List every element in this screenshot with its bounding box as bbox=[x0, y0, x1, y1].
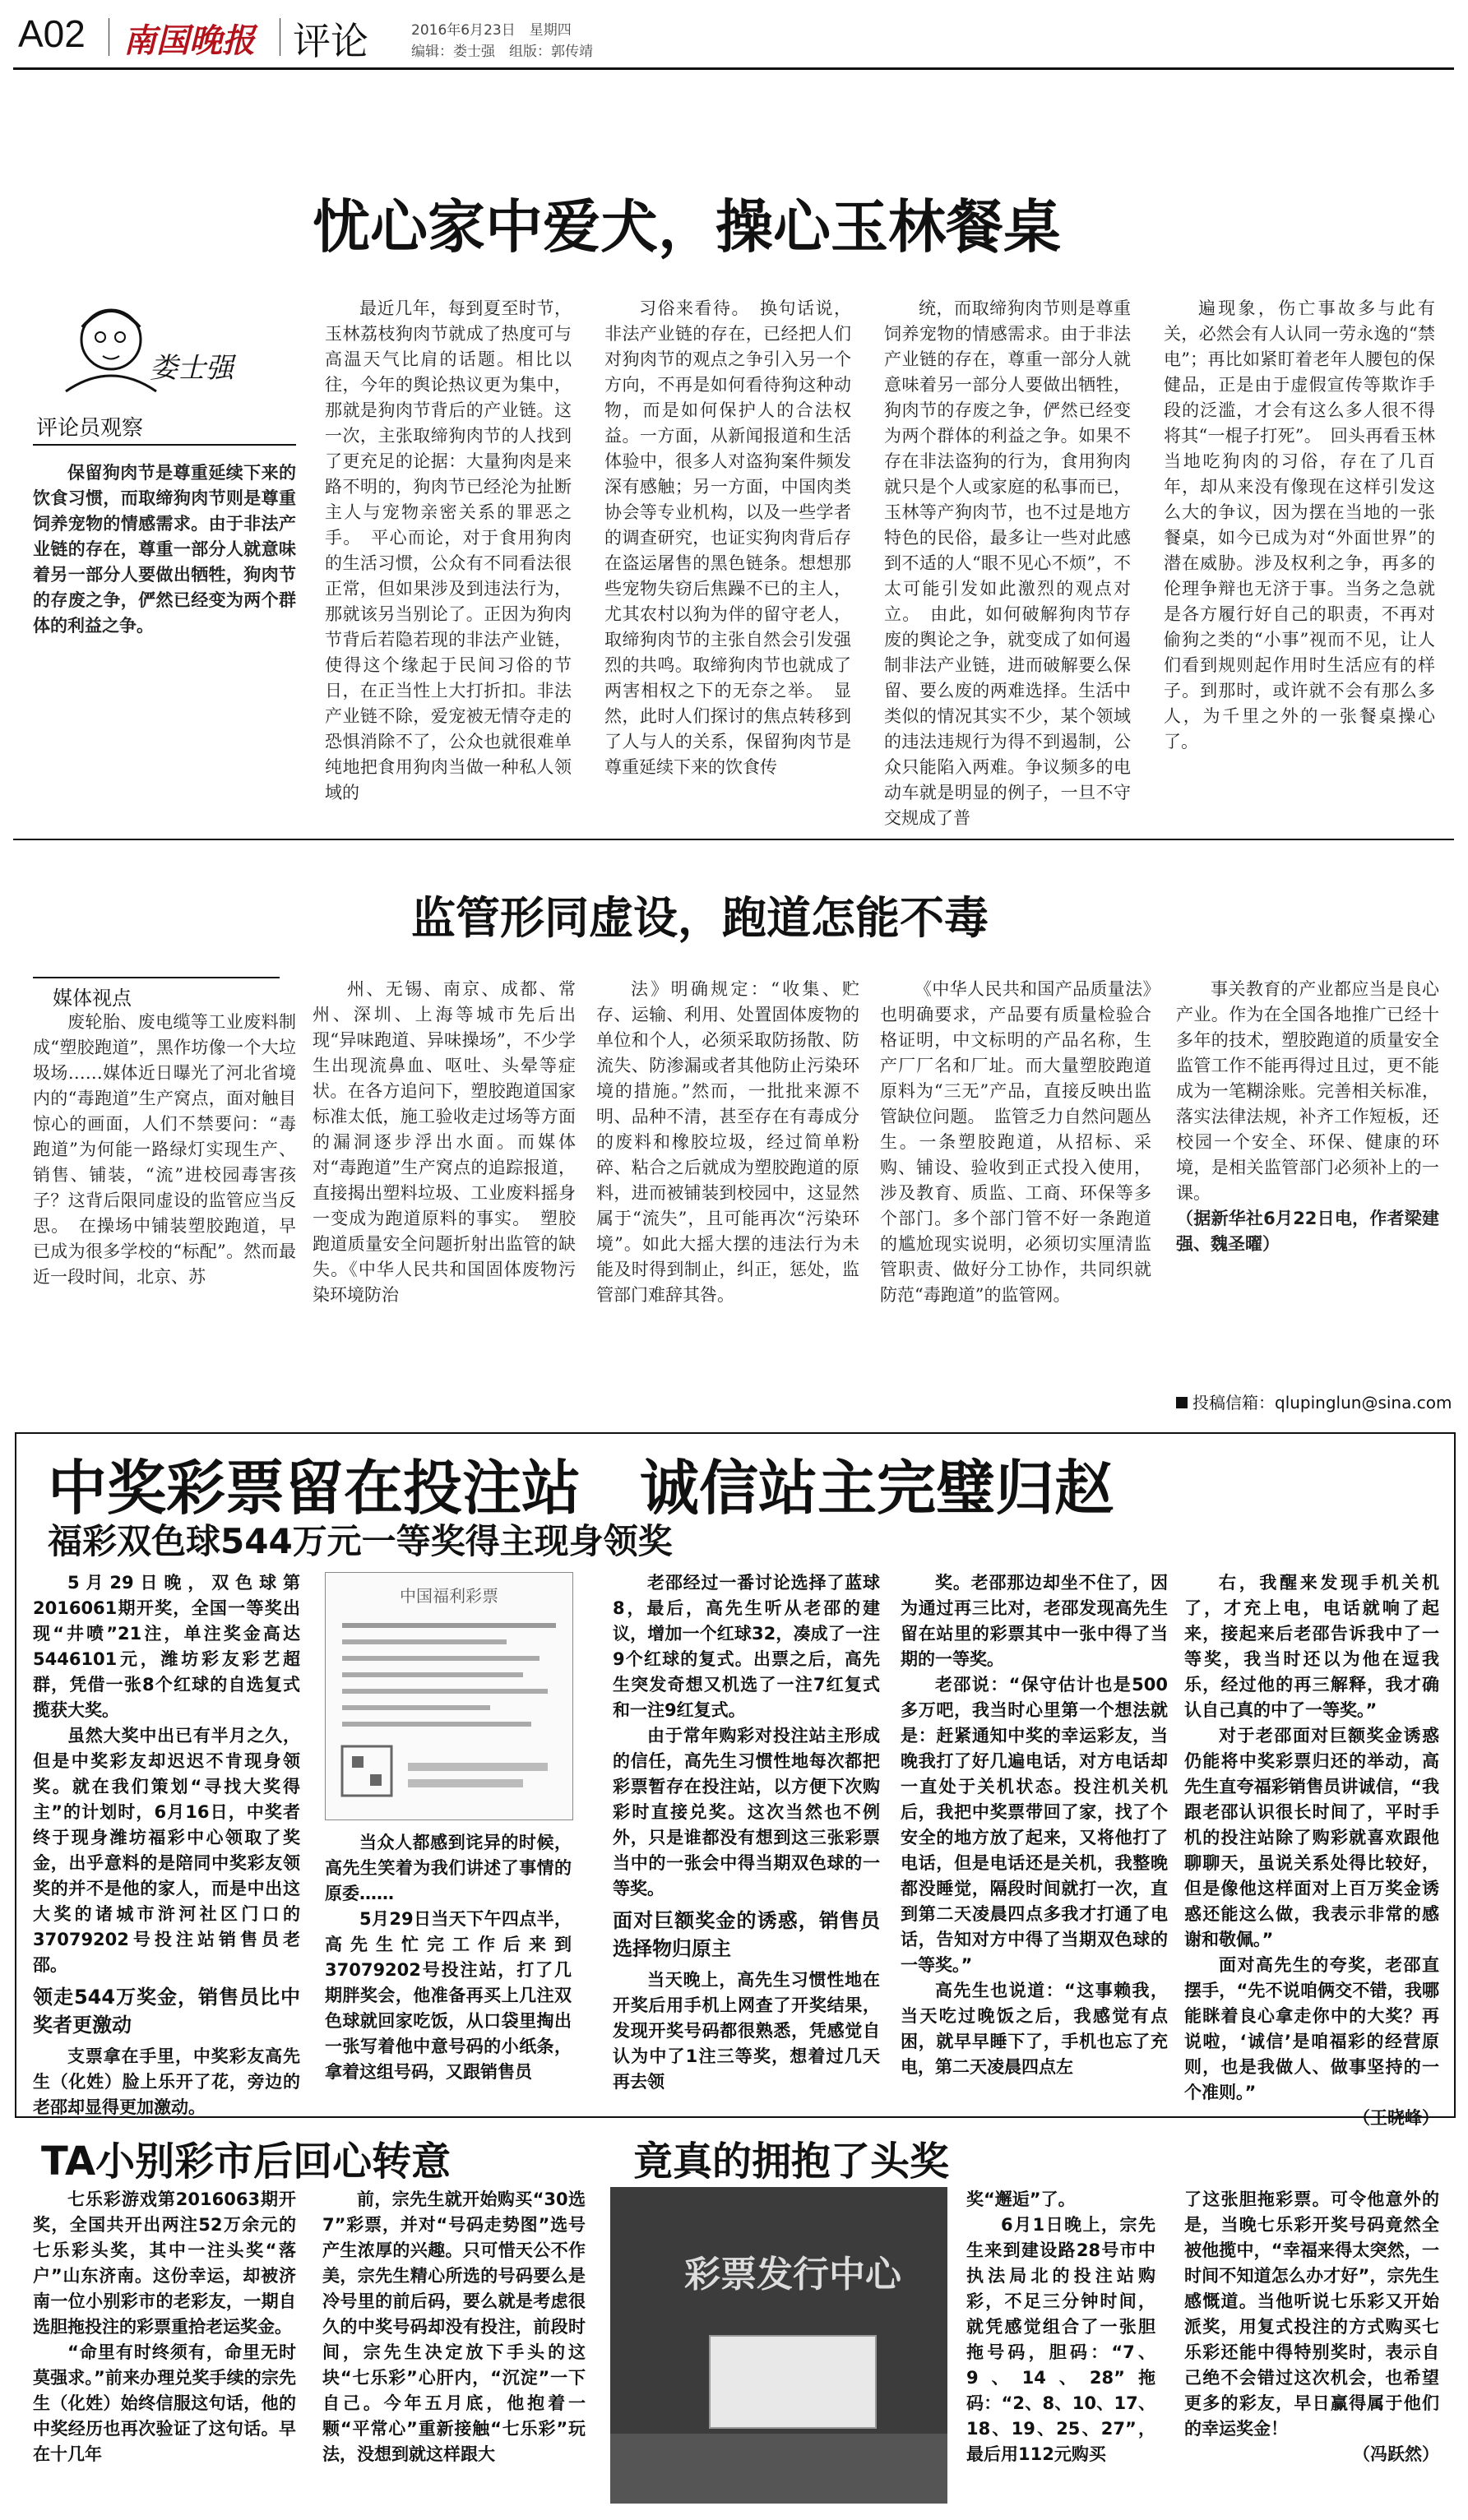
author-role: 评论员观察 bbox=[36, 416, 144, 441]
article2-column-5: 事关教育的产业都应当是良心产业。作为在全国各地推广已经十多年的技术，塑胶跑道的质量安全监管工作不能再得过且过，更不能成为一笔糊涂账。完善相关标准，落实法律法规，补齐工作短板，还校园一个安全、环保、健康的环境，是相关监管部门必须补上的一课。 （据新华社6月22日电，作者梁建强、魏圣曜） bbox=[1176, 979, 1439, 1254]
article1-title: 忧心家中爱犬，操心玉林餐桌 bbox=[313, 193, 1061, 261]
email-icon bbox=[1176, 1397, 1188, 1408]
article1-column-1: 最近几年，每到夏至时节，玉林荔枝狗肉节就成了热度可与高温天气比肩的话题。相比以往，今年的舆论热议更为集中，那就是狗肉节背后的产业链。这一次，主张取缔狗肉节的人找到了更充足的论据：大量狗肉是来路不明的，狗肉节已经沦为扯断主人与宠物亲密关系的罪恶之手。 平心而论，对于食用狗肉的生活习惯，公众有不同看法很正常，但如果涉及到违法行为，那就该另当别论了。正因为狗肉节背后若隐若现的非法产业链，使得这个缘起于民间习俗的节日，在正当性上大打折扣。非法产业链不除，爱宠被无情夺走的恐惧消除不了，公众也就很难单纯地把食用狗肉当做一种私人领域的 bbox=[325, 298, 572, 802]
issue-date: 2016年6月23日 星期四 bbox=[411, 22, 572, 39]
lottery2-column-3: 奖“邂逅”了。 6月1日晚上，宗先生来到建设路28号市中执法局北的投注站购彩，不足三分钟时间，就凭感觉组合了一张胆拖号码，胆码：“7、9、14、28”拖码：“2、8、10、17、18、19、25、27”，最后用112元购买 bbox=[966, 2189, 1155, 2464]
author-signature: 娄士强 bbox=[150, 352, 234, 385]
page-number: A02 bbox=[18, 12, 86, 55]
newspaper-logo: 南国晚报 bbox=[123, 21, 255, 60]
lottery1-column-1: 5月29日晚，双色球第2016061期开奖，全国一等奖出现“井喷”21注，单注奖金高达5446101元，潍坊彩友彩艺超群，凭借一张8个红球的自选复式揽获大奖。 虽然大奖中出已有半月之久，但是中奖彩友却迟迟不肯现身领奖。就在我们策划“寻找大奖得主”的计划时，6月16日，中奖者终于现身潍坊福彩中心领取了奖金，出乎意料的是陪同中奖彩友领奖的并不是他的家人，而是中出这大奖的诸城市浒河社区门口的37079202号投注站销售员老邵。 领走544万奖金，销售员比中奖者更激动 支票拿在手里，中奖彩友高先生（化姓）脸上乐开了花，旁边的老邵却显得更加激动。 bbox=[33, 1573, 300, 2117]
article2-title: 监管形同虚设，跑道怎能不毒 bbox=[411, 892, 989, 944]
editor-credits: 编辑：娄士强 组版：郭传靖 bbox=[411, 44, 593, 60]
contact-email[interactable]: 投稿信箱：qlupinglun@sina.com bbox=[1176, 1389, 1452, 1413]
lottery2-column-4: 了这张胆拖彩票。可令他意外的是，当晚七乐彩开奖号码竟然全被他揽中，“幸福来得太突然，一时间不知道怎么办才好”，宗先生感慨道。当他听说七乐彩又开始派奖，用复式投注的方式购买七乐彩还能中得特别奖时，表示自己绝不会错过这次机会，也希望更多的彩友，早日赢得属于他们的幸运奖金！ （冯跃然） bbox=[1184, 2189, 1439, 2464]
lottery1-headline: 中奖彩票留在投注站 诚信站主完璧归赵 bbox=[48, 1454, 1114, 1523]
article1-summary: 保留狗肉节是尊重延续下来的饮食习惯，而取缔狗肉节则是尊重饲养宠物的情感需求。由于非法产业链的存在，尊重一部分人就意味着另一部分人要做出牺牲，狗肉节的存废之争，俨然已经变为两个群体的利益之争。 bbox=[33, 463, 296, 636]
article2-column-2: 州、无锡、南京、成都、常州、深圳、上海等城市先后出现“异味跑道、异味操场”，不少学生出现流鼻血、呕吐、头晕等症状。在各方追问下，塑胶跑道国家标准太低，施工验收走过场等方面的漏洞逐步浮出水面。而媒体对“毒跑道”生产窝点的追踪报道，直接揭出塑料垃圾、工业废料摇身一变成为跑道原料的事实。 塑胶跑道质量安全问题折射出监管的缺失。《中华人民共和国固体废物污染环境防治 bbox=[313, 979, 576, 1305]
article1-column-3: 统，而取缔狗肉节则是尊重饲养宠物的情感需求。由于非法产业链的存在，尊重一部分人就意味着另一部分人要做出牺牲，狗肉节的存废之争，俨然已经变为两个群体的利益之争。如果不存在非法盗狗的行为，食用狗肉就只是个人或家庭的私事而已，玉林等产狗肉节，也不过是地方特色的民俗，最多让一些对此感到不适的人“眼不见心不烦”，不太可能引发如此激烈的观点对立。 由此，如何破解狗肉节存废的舆论之争，就变成了如何遏制非法产业链，进而破解要么保留、要么废的两难选择。生活中类似的情况其实不少，某个领域的违法违规行为得不到遏制，公众只能陷入两难。争议频多的电动车就是明显的例子，一旦不守交规成了普 bbox=[884, 298, 1131, 828]
lottery1-column-5: 右，我醒来发现手机关机了，才充上电，电话就响了起来，接起来后老邵告诉我中了一等奖，我当时还以为他在逗我乐，经过他的再三解释，我才确认自己真的中了一等奖。” 对于老邵面对巨额奖金诱惑仍能将中奖彩票归还的举动，高先生直夸福彩销售员讲诚信，“我跟老邵认识很长时间了，平时手机的投注站除了购彩就喜欢跟他聊聊天，虽说关系处得比较好，但是像他这样面对上百万奖金诱惑还能这么做，我表示非常的感谢和敬佩。” 面对高先生的夸奖，老邵直摆手，“先不说咱俩交不错，我哪能眯着良心拿走你中的大奖？再说啦，‘诚信’是咱福彩的经营原则，也是我做人、做事坚持的一个准则。” （王晓峰） bbox=[1184, 1573, 1439, 2128]
section-name: 评论 bbox=[293, 19, 368, 63]
lottery2-column-1: 七乐彩游戏第2016063期开奖，全国共开出两注52万余元的七乐彩头奖，其中一注头奖“落户”山东济南。这份幸运，却被济南一位小别彩市的老彩友，一期自选胆拖投注的彩票重拾老运奖金。 “命里有时终须有，命里无时莫强求。”前来办理兑奖手续的宗先生（化姓）始终信服这句话，他的中奖经历也再次验证了这句话。早在十几年 bbox=[33, 2189, 296, 2464]
lottery2-headline-left: TA小别彩市后回心转意 bbox=[41, 2139, 452, 2185]
article2-column-1: 废轮胎、废电缆等工业废料制成“塑胶跑道”，黑作坊像一个大垃圾场……媒体近日曝光了河北省境内的“毒跑道”生产窝点，面对触目惊心的画面，人们不禁要问：“毒跑道”为何能一路绿灯实现生产、销售、铺装，“流”进校园毒害孩子？这背后限同虚设的监管应当反思。 在操场中铺装塑胶跑道，早已成为很多学校的“标配”。然而最近一段时间，北京、苏 bbox=[33, 1012, 296, 1287]
article2-column-3: 法》明确规定：“收集、贮存、运输、利用、处置固体废物的单位和个人，必须采取防扬散、防流失、防渗漏或者其他防止污染环境的措施。”然而，一批批来源不明、品种不清，甚至存在有毒成分的废料和橡胶垃圾，经过简单粉碎、粘合之后就成为塑胶跑道的原料，进而被铺装到校园中，这显然属于“流失”，且可能再次“污染环境”。如此大摇大摆的违法行为未能及时得到制止，纠正，惩处，监管部门难辞其咎。 bbox=[596, 979, 859, 1305]
barcode-icon bbox=[326, 1607, 572, 1820]
award-photo bbox=[610, 2187, 947, 2504]
lottery1-subhead: 福彩双色球544万元一等奖得主现身领奖 bbox=[48, 1521, 673, 1561]
lottery-ticket-image bbox=[325, 1572, 573, 1820]
ticket-title: 中国福利彩票 bbox=[400, 1586, 498, 1606]
lottery1-column-4: 奖。老邵那边却坐不住了，因为通过再三比对，老邵发现高先生留在站里的彩票其中一张中得了当期的一等奖。 老邵说：“保守估计也是500多万吧，我当时心里第一个想法就是：赶紧通知中奖的幸运彩友，当晚我打了好几遍电话，对方电话却一直处于关机状态。投注机关机后，我把中奖票带回了家，找了个安全的地方放了起来，又将他打了电话，但是电话还是关机，我整晚都没睡觉，隔段时间就打一次，直到第二天凌晨四点多我才打通了电话，告知对方中得了当期双色球的一等奖。” 高先生也说道：“这事赖我，当天吃过晚饭之后，我感觉有点困，就早早睡下了，手机也忘了充电，第二天凌晨四点左 bbox=[901, 1573, 1168, 2077]
article2-column-4: 《中华人民共和国产品质量法》也明确要求，产品要有质量检验合格证明，中文标明的产品名称，生产厂厂名和厂址。而大量塑胶跑道原料为“三无”产品，直接反映出监管缺位问题。 监管乏力自然问题丛生。一条塑胶跑道，从招标、采购、铺设、验收到正式投入使用，涉及教育、质监、工商、环保等多个部门。多个部门管不好一条跑道的尴尬现实说明，必须切实厘清监管职责、做好分工协作，共同织就防范“毒跑道”的监管网。 bbox=[880, 979, 1151, 1305]
lottery2-headline-right: 竟真的拥抱了头奖 bbox=[633, 2139, 950, 2185]
article1-column-2: 习俗来看待。 换句话说，非法产业链的存在，已经把人们对狗肉节的观点之争引入另一个方向，不再是如何看待狗这种动物，而是如何保护人的合法权益。一方面，从新闻报道和生活体验中，很多人对盗狗案件频发深有感触；另一方面，中国肉类协会等专业机构，以及一些学者的调查研究，也证实狗肉背后存在盗运屠售的黑色链条。想想那些宠物失窃后焦躁不已的主人，尤其农村以狗为伴的留守老人，取缔狗肉节的主张自然会引发强烈的共鸣。取缔狗肉节也就成了两害相权之下的无奈之举。 显然，此时人们探讨的焦点转移到了人与人的关系，保留狗肉节是尊重延续下来的饮食传 bbox=[604, 298, 851, 777]
lottery1-column-3: 老邵经过一番讨论选择了蓝球8，最后，高先生听从老邵的建议，增加一个红球32，凑成了一注9个红球的复式。出票之后，高先生突发奇想又机选了一注7红复式和一注9红复式。 由于常年购彩对投注站主形成的信任，高先生习惯性地每次都把彩票暂存在投注站，以方便下次购彩时直接兑奖。这次当然也不例外，只是谁都没有想到这三张彩票当中的一张会中得当期双色球的一等奖。 面对巨额奖金的诱惑，销售员选择物归原主 当天晚上，高先生习惯性地在开奖后用手机上网查了开奖结果，发现开奖号码都很熟悉，凭感觉自认为中了1注三等奖，想着过几天再去领 bbox=[613, 1573, 880, 2092]
media-viewpoint-tag: 媒体视点 bbox=[53, 987, 132, 1010]
article1-column-4: 遍现象，伤亡事故多与此有关，必然会有人认同一劳永逸的“禁电”；再比如紧盯着老年人腰包的保健品，正是由于虚假宣传等欺诈手段的泛滥，才会有这么多人很不得将其“一棍子打死”。 回头再看玉林当地吃狗肉的习俗，存在了几百年，却从来没有像现在这样引发这么大的争议，因为摆在当地的一张餐桌，如今已成为对“外面世界”的潜在威胁。涉及权利之争，再多的伦理争辩也无济于事。当务之急就是各方履行好自己的职责，不再对偷狗之类的“小事”视而不见，让人们看到规则起作用时生活应有的样子。到那时，或许就不会有那么多人，为千里之外的一张餐桌操心了。 bbox=[1164, 298, 1435, 751]
photo-banner-text: 彩票发行中心 bbox=[684, 2254, 901, 2296]
lottery1-column-2: 当众人都感到诧异的时候，高先生笑着为我们讲述了事情的原委…… 5月29日当天下午四点半，高先生忙完工作后来到37079202号投注站，打了几期胖奖会，他准备再买上几注双色球就回家吃饭，从口袋里掏出一张写着他中意号码的小纸条，拿着这组号码，又跟销售员 bbox=[325, 1833, 572, 2082]
lottery2-column-2: 前，宗先生就开始购买“30选7”彩票，并对“号码走势图”选号产生浓厚的兴趣。只可惜天公不作美，宗先生精心所选的号码要么是冷号里的前后码，要么就是考虑很久的中奖号码却没有投注，前段时间，宗先生决定放下手头的这块“七乐彩”心肝内，“沉淀”一下自己。今年五月底，他抱着一颗“平常心”重新接触“七乐彩”玩法，没想到就这样跟大 bbox=[322, 2189, 586, 2464]
